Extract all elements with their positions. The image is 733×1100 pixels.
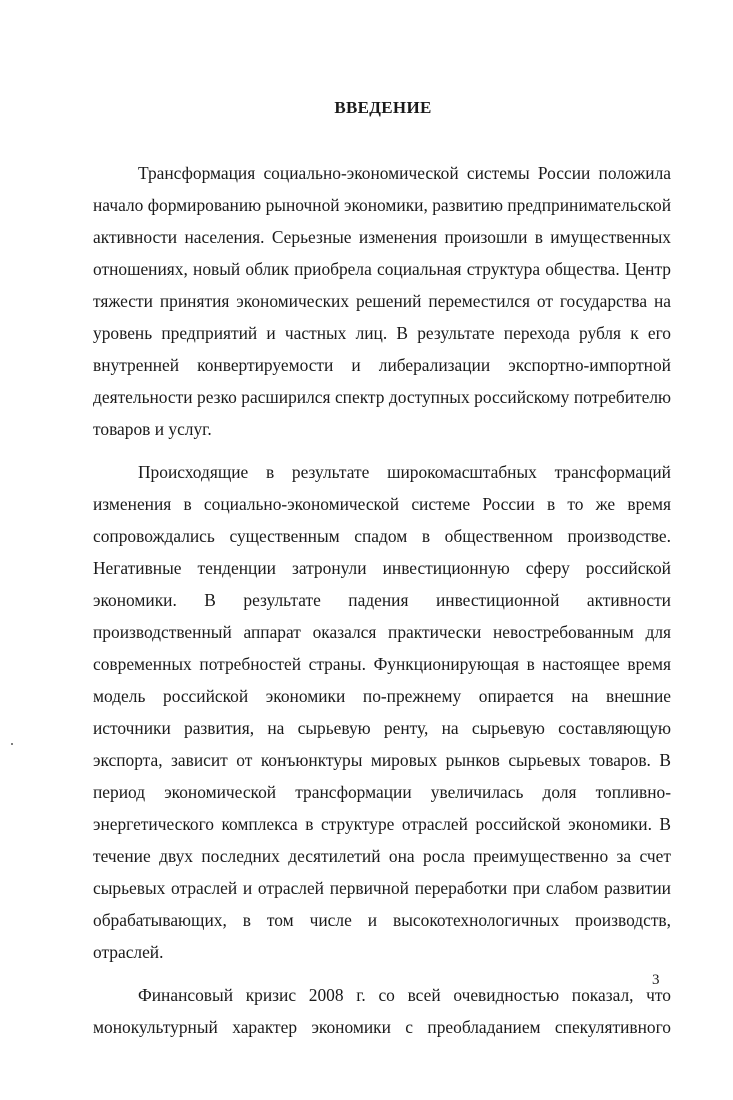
text-line: Происходящие в результате широкомасштабных трансформаций (138, 462, 671, 482)
text-line: энергетического комплекса в структуре отраслей российской экономики. В (93, 814, 671, 834)
text-line: Финансовый кризис 2008 г. со всей очевидностью показал, что (138, 985, 671, 1005)
text-line: период экономической трансформации увеличилась доля топливно- (93, 782, 671, 802)
text-line: начало формированию рыночной экономики, развитию предпринимательской (93, 195, 671, 215)
text-line: деятельности резко расширился спектр доступных российскому потребителю (93, 387, 671, 407)
text-line: производственный аппарат оказался практически невостребованным для (93, 622, 671, 642)
scan-speck (11, 743, 13, 745)
text-line: Трансформация социально-экономической системы России положила (138, 163, 671, 183)
text-line: отношениях, новый облик приобрела социальная структура общества. Центр (93, 259, 671, 279)
page-title: ВВЕДЕНИЕ (334, 98, 432, 117)
page-number: 3 (652, 972, 660, 988)
text-line: уровень предприятий и частных лиц. В результате перехода рубля к его (93, 323, 671, 343)
text-line: сопровождались существенным спадом в общественном производстве. (93, 526, 671, 546)
text-line: течение двух последних десятилетий она росла преимущественно за счет (93, 846, 671, 866)
text-line: монокультурный характер экономики с преобладанием спекулятивного (93, 1017, 671, 1037)
text-line: Негативные тенденции затронули инвестиционную сферу российской (93, 558, 671, 578)
text-line: современных потребностей страны. Функционирующая в настоящее время (93, 654, 671, 674)
text-line: сырьевых отраслей и отраслей первичной переработки при слабом развитии (93, 878, 671, 898)
text-line: изменения в социально-экономической системе России в то же время (93, 494, 671, 514)
text-line: активности населения. Серьезные изменения произошли в имущественных (93, 227, 671, 247)
text-line: источники развития, на сырьевую ренту, на сырьевую составляющую (93, 718, 671, 738)
text-line: тяжести принятия экономических решений переместился от государства на (93, 291, 671, 311)
text-line: отраслей. (93, 942, 164, 962)
text-line: модель российской экономики по-прежнему опирается на внешние (93, 686, 671, 706)
text-line: внутренней конвертируемости и либерализации экспортно-импортной (93, 355, 671, 375)
text-line: экспорта, зависит от конъюнктуры мировых рынков сырьевых товаров. В (93, 750, 671, 770)
text-line: товаров и услуг. (93, 419, 212, 439)
text-line: экономики. В результате падения инвестиционной активности (93, 590, 671, 610)
text-line: обрабатывающих, в том числе и высокотехнологичных производств, (93, 910, 671, 930)
